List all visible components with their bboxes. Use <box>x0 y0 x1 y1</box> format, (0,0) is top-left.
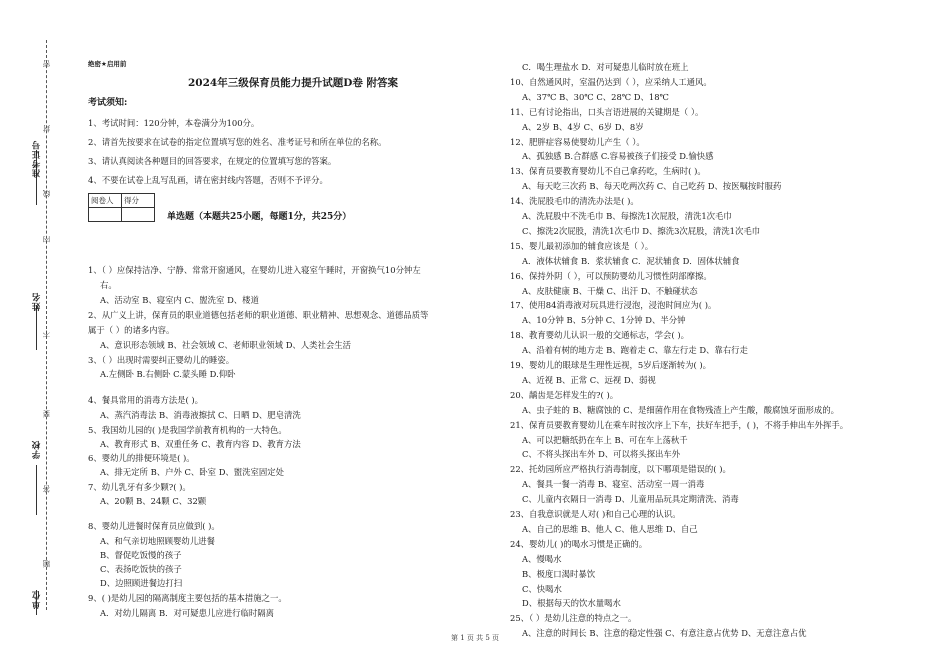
seal-char: 不 <box>42 330 51 338</box>
question-line: 14、洗屁股毛巾的清洗办法是( )。 <box>510 196 639 207</box>
question-line: C、擦洗2次屁股，清洗1次毛巾 D、擦洗3次屁股，清洗1次毛巾 <box>522 225 761 236</box>
question-line: 25、（ ）是幼儿注意的特点之一。 <box>510 613 637 624</box>
seal-char: 答 <box>42 485 51 493</box>
question-line: A、慢喝水 <box>522 553 562 564</box>
question-line: A、20颗 B、24颗 C、32颗 <box>100 496 207 506</box>
grader-blank[interactable] <box>89 208 122 222</box>
page-footer: 第 1 页 共 5 页 <box>450 634 500 642</box>
question-line: D、边照顾进餐边打扫 <box>100 578 183 588</box>
question-line: C、快喝水 <box>522 583 562 594</box>
seal-char: 封 <box>42 125 51 133</box>
seal-char: 题 <box>42 560 51 568</box>
question-line: A、每天吃三次药 B、每天吃两次药 C、自己吃药 D、按医嘱按时服药 <box>522 181 782 192</box>
school-label: 学校 <box>31 440 41 459</box>
question-line: A、教育形式 B、双重任务 C、教育内容 D、教育方法 <box>100 439 301 449</box>
question-line: D、根据每天的饮水量喝水 <box>522 598 621 609</box>
notice-line: 2、请首先按要求在试卷的指定位置填写您的姓名、准考证号和所在单位的名称。 <box>88 137 387 147</box>
question-line: 4、餐具常用的消毒方法是( )。 <box>88 395 204 405</box>
secret-mark: 绝密★启用前 <box>88 60 127 68</box>
question-line: A．液体状辅食 B．浆状辅食 C．泥状辅食 D．固体状辅食 <box>522 255 740 266</box>
score-blank[interactable] <box>122 208 155 222</box>
question-line: 1、（ ）应保持洁净、宁静、常常开窗通风，在婴幼儿进入寝室午睡时，开窗换气10分钟左 <box>88 265 421 275</box>
unit-label: 单位 <box>31 590 41 609</box>
question-line: C、不将头探出车外 D、可以将头探出车外 <box>522 449 681 460</box>
question-line: A、沿着有树的地方走 B、跑着走 C、靠左行走 D、靠右行走 <box>522 345 748 356</box>
question-line: 24、婴幼儿( )的喝水习惯是正确的。 <box>510 538 648 549</box>
question-line: 15、婴儿最初添加的辅食应该是（ ）。 <box>510 240 654 251</box>
name-blank <box>36 305 37 350</box>
seal-char: 线 <box>42 190 51 198</box>
question-line: A、和气亲切地照顾婴幼儿进餐 <box>100 536 215 546</box>
question-line: 属于（ ）的诸多内容。 <box>88 325 175 335</box>
section-title: 单选题（本题共25小题，每题1分，共25分） <box>167 212 352 222</box>
score-cell: 得分 <box>122 194 155 208</box>
question-line: 右。 <box>100 280 117 290</box>
question-line: A、自己的思维 B、他人 C、他人思维 D、自己 <box>522 523 698 534</box>
binding-margin <box>0 0 72 671</box>
question-line: A、蒸汽消毒法 B、消毒液擦拭 C、日晒 D、肥皂清洗 <box>100 410 301 420</box>
question-line: 16、保持外阴（ ），可以预防婴幼儿习惯性阴部摩擦。 <box>510 270 712 281</box>
question-line: 2、从广义上讲，保育员的职业道德包括老师的职业道德、职业精神、思想观念、道德品质等 <box>88 310 429 320</box>
question-line: A、2岁 B、4岁 C、6岁 D、8岁 <box>522 121 644 132</box>
question-line: 20、龋齿是怎样发生的?( )。 <box>510 389 619 400</box>
question-line: A、洗屁股中不洗毛巾 B、每擦洗1次屁股，清洗1次毛巾 <box>522 211 732 221</box>
question-line: 10、自然通风时，室温仍达到（ ），应采纳人工通风。 <box>510 76 712 87</box>
question-line: A．对幼儿隔离 B．对可疑患儿应进行临时隔离 <box>100 608 274 618</box>
question-line: A、近视 B、正常 C、远视 D、弱视 <box>522 374 656 385</box>
seal-char: 密 <box>42 60 51 68</box>
notice-line: 3、请认真阅读各种题目的回答要求，在规定的位置填写您的答案。 <box>88 156 337 166</box>
question-line: 22、托幼园所应严格执行消毒制度，以下哪项是错误的( )。 <box>510 464 731 475</box>
question-line: A、虫子蛀的 B、糖腐蚀的 C、是细菌作用在食物残渣上产生酸，酸腐蚀牙面形成的。 <box>522 404 840 415</box>
question-line: 3、（ ）出现时需要纠正婴幼儿的睡姿。 <box>88 355 235 365</box>
question-line: A、排无定所 B、户外 C、卧室 D、盥洗室固定处 <box>100 467 285 477</box>
question-line: 7、幼儿乳牙有多少颗?( )。 <box>88 482 191 492</box>
question-line: A、意识形态领域 B、社会领域 C、老师职业领域 D、人类社会生活 <box>100 340 352 350</box>
question-line: A.左侧卧 B.右侧卧 C.蒙头睡 D.仰卧 <box>100 369 236 379</box>
question-line: 6、婴幼儿的排便环境是( )。 <box>88 453 195 463</box>
notice-line: 4、不要在试卷上乱写乱画，请在密封线内答题，否则不予评分。 <box>88 175 328 185</box>
notice-line: 1、考试时间：120分钟，本卷满分为100分。 <box>88 118 260 128</box>
question-line: 17、使用84消毒液对玩具进行浸泡，浸泡时间应为( )。 <box>510 300 717 311</box>
question-line: C、表扬吃饭快的孩子 <box>100 564 182 574</box>
question-line: 21、保育员要教育婴幼儿在乘车时按次序上下车，扶好车把手，( )，不将手伸出车外挥手。 <box>510 419 849 430</box>
question-line: 12、肥胖症容易使婴幼儿产生（ ）。 <box>510 136 645 147</box>
question-line: A、10分钟 B、5分钟 C、1分钟 D、半分钟 <box>522 315 686 326</box>
question-line: A、餐具一餐一消毒 B、寝室、活动室一周一消毒 <box>522 479 705 490</box>
question-line: 13、保育员要教育婴幼儿不自己拿药吃，生病时( )。 <box>510 166 706 177</box>
grader-cell: 阅卷人 <box>89 194 122 208</box>
question-line: 11、已有讨论指出，口头言语进展的关键期是（ ）。 <box>510 106 704 117</box>
school-blank <box>36 465 37 515</box>
score-table <box>88 193 155 222</box>
question-line: 23、自我意识就是人对( )和自己心理的认识。 <box>510 509 681 519</box>
question-line: B、极度口渴时暴饮 <box>522 568 596 579</box>
question-line: A、注意的时间长 B、注意的稳定性强 C、有意注意占优势 D、无意注意占优 <box>522 628 807 639</box>
page-title: 2024年三级保育员能力提升试题D卷 附答案 <box>188 77 398 89</box>
question-line: A、孤独感 B.合群感 C.容易被孩子们接受 D.愉快感 <box>522 151 714 162</box>
question-line: 9、( )是幼儿园的隔离制度主要包括的基本措施之一。 <box>88 593 287 603</box>
question-line: A、活动室 B、寝室内 C、盥洗室 D、楼道 <box>100 295 259 305</box>
question-line: C．喝生理盐水 D．对可疑患儿临时放在班上 <box>522 62 689 72</box>
notice-title: 考试须知: <box>88 98 128 108</box>
question-line: A、37℃ B、30℃ C、28℃ D、18℃ <box>522 91 669 102</box>
question-line: 5、我国幼儿园的( )是我国学前教育机构的一大特色。 <box>88 425 287 435</box>
question-line: 19、婴幼儿的眼球是生理性远视，5岁后逐渐转为( )。 <box>510 360 712 370</box>
question-line: B、督促吃饭慢的孩子 <box>100 550 182 560</box>
exam-number-label: 准考证号 <box>31 140 41 178</box>
name-label: 姓名 <box>31 292 41 311</box>
question-line: A、可以把糖纸扔在车上 B、可在车上荡秋千 <box>522 434 688 445</box>
question-line: A、皮肤健康 B、干燥 C、出汗 D、不触碰状态 <box>522 285 698 296</box>
question-line: 8、婴幼儿进餐时保育员应做到( )。 <box>88 521 220 531</box>
question-line: C、儿童内衣隔日一消毒 D、儿童用品玩具定期清洗、消毒 <box>522 494 739 505</box>
seal-char: 要 <box>42 410 51 418</box>
seal-char: 内 <box>42 236 51 244</box>
question-line: 18、教育婴幼儿认识一般的交通标志，学会( )。 <box>510 330 689 341</box>
